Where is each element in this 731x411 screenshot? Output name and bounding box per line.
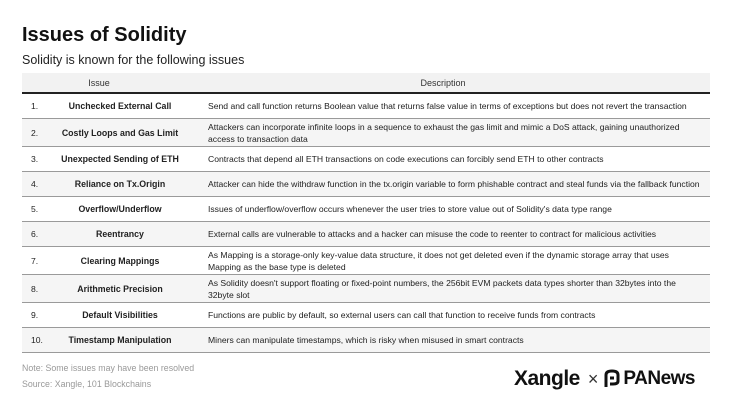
issue-description: As Solidity doesn't support floating or fixed-point numbers, the 256bit EVM packets data types shorter than 32bytes into the 32byte slot bbox=[208, 277, 676, 300]
times-sign: × bbox=[587, 368, 599, 389]
issue-name: Unchecked External Call bbox=[68, 101, 172, 111]
table-row bbox=[22, 197, 710, 222]
issue-name: Costly Loops and Gas Limit bbox=[61, 127, 179, 138]
issue-name: Timestamp Manipulation bbox=[68, 335, 172, 345]
issue-description: Contracts that depend all ETH transactions on code executions can forcibly send ETH to other contracts bbox=[208, 154, 604, 164]
row-number: 9. bbox=[31, 310, 39, 320]
issue-description: As Mapping is a storage-only key-value data structure, it does not get deleted even if the dynamic storage array that uses Mapping as the base type is deleted bbox=[208, 249, 669, 272]
issue-name: Reentrancy bbox=[96, 229, 144, 239]
table-row bbox=[22, 222, 710, 247]
issue-name: Reliance on Tx.Origin bbox=[74, 179, 166, 189]
issue-name: Clearing Mappings bbox=[80, 255, 160, 266]
issue-name: Overflow/Underflow bbox=[78, 204, 162, 214]
row-number: 4. bbox=[31, 179, 39, 189]
footnote: Note: Some issues may have been resolved bbox=[22, 363, 195, 373]
issues-table bbox=[22, 73, 710, 353]
panews-mark-icon bbox=[604, 369, 620, 389]
row-number: 2. bbox=[31, 127, 39, 138]
brand-logos bbox=[514, 366, 695, 392]
issue-name: Unexpected Sending of ETH bbox=[61, 154, 179, 164]
panews-logo: PANews bbox=[623, 368, 695, 389]
page-subtitle: Solidity is known for the following issues bbox=[22, 53, 245, 67]
table-row bbox=[22, 275, 710, 303]
description-column-header: Description bbox=[420, 77, 466, 88]
table-row bbox=[22, 119, 710, 147]
issue-description: Issues of underflow/overflow occurs whenever the user tries to store value out of Solidity's data type range bbox=[208, 204, 612, 214]
row-number: 8. bbox=[31, 283, 39, 294]
xangle-logo: Xangle bbox=[514, 367, 580, 390]
table-body bbox=[22, 94, 710, 353]
row-number: 5. bbox=[31, 204, 39, 214]
issue-name: Default Visibilities bbox=[82, 310, 158, 320]
issue-description: External calls are vulnerable to attacks and a hacker can misuse the code to reenter to contract for malicious activities bbox=[208, 229, 657, 239]
issue-description: Send and call function returns Boolean value that returns false value in terms of exceptions but does not revert the transaction bbox=[208, 101, 687, 111]
row-number: 3. bbox=[31, 154, 39, 164]
row-number: 1. bbox=[31, 101, 39, 111]
table-header bbox=[22, 73, 710, 94]
issue-description: Functions are public by default, so external users can call that function to receive funds from contracts bbox=[208, 310, 596, 320]
issue-description: Attackers can incorporate infinite loops in a sequence to exhaust the gas limit and mimic a DoS attack, gaining unauthorized access to transaction data bbox=[208, 121, 680, 144]
issue-column-header: Issue bbox=[88, 77, 110, 88]
table-row bbox=[22, 303, 710, 328]
table-row bbox=[22, 94, 710, 119]
issue-description: Miners can manipulate timestamps, which is risky when misused in smart contracts bbox=[208, 335, 524, 345]
table-row bbox=[22, 147, 710, 172]
row-number: 7. bbox=[31, 255, 39, 266]
table-row bbox=[22, 247, 710, 275]
table-row bbox=[22, 328, 710, 353]
table-row bbox=[22, 172, 710, 197]
source-line: Source: Xangle, 101 Blockchains bbox=[22, 379, 152, 389]
issue-description: Attacker can hide the withdraw function in the tx.origin variable to form phishable contract and steal funds via the fallback function bbox=[208, 179, 700, 189]
row-number: 10. bbox=[31, 335, 43, 345]
issue-name: Arithmetic Precision bbox=[77, 283, 163, 294]
row-number: 6. bbox=[31, 229, 39, 239]
page-title: Issues of Solidity bbox=[22, 24, 187, 46]
